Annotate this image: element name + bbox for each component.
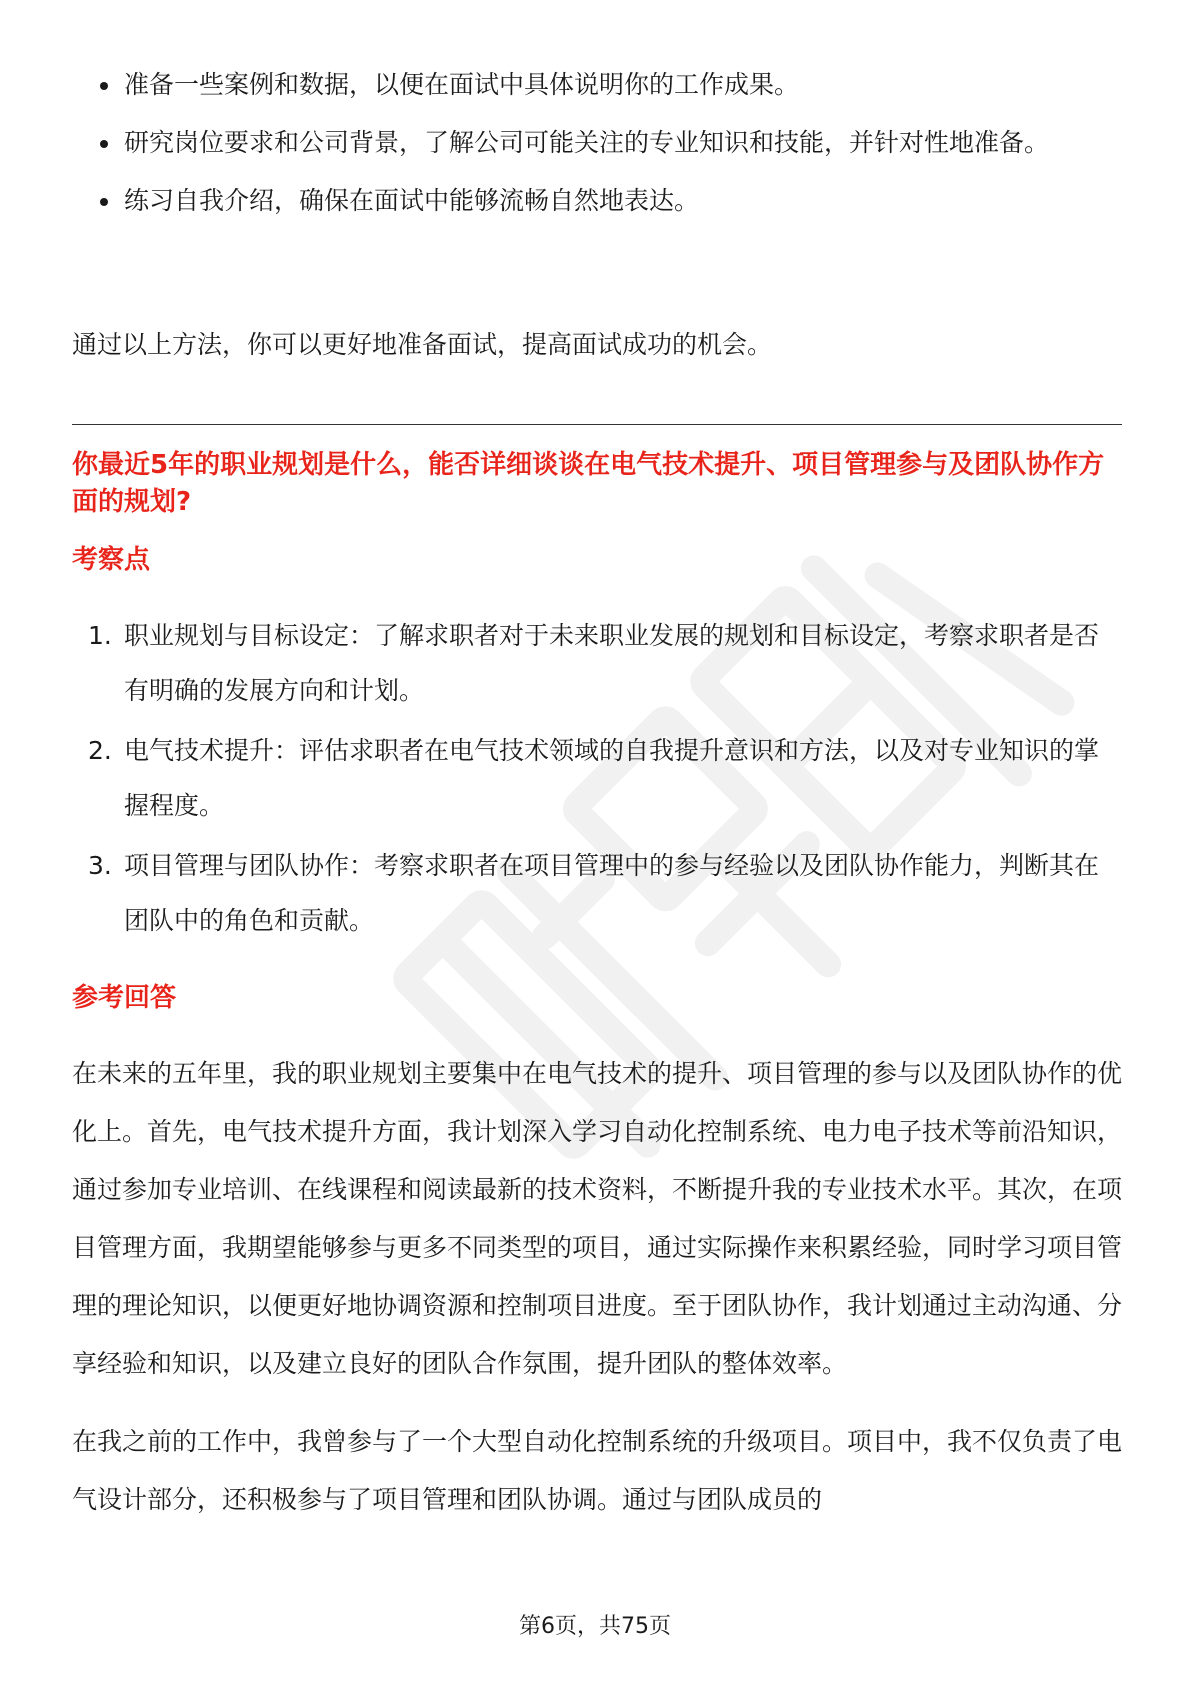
section-title-points: 考察点 <box>72 545 151 575</box>
list-item-text: 练习自我介绍，确保在面试中能够流畅自然地表达。 <box>124 186 700 215</box>
summary-text: 通过以上方法，你可以更好地准备面试，提高面试成功的机会。 <box>72 330 773 359</box>
list-item-text: 准备一些案例和数据，以便在面试中具体说明你的工作成果。 <box>124 70 800 99</box>
bullet-icon <box>100 82 108 90</box>
bullet-icon <box>100 140 108 148</box>
list-item-text: 电气技术提升：评估求职者在电气技术领域的自我提升意识和方法，以及对专业知识的掌握程度。 <box>124 736 1100 820</box>
section-divider <box>72 424 1122 425</box>
list-item-text: 研究岗位要求和公司背景，了解公司可能关注的专业知识和技能，并针对性地准备。 <box>124 128 1050 157</box>
list-item <box>72 608 1122 718</box>
section-title-answer: 参考回答 <box>72 983 177 1013</box>
page-number: 第6页，共75页 <box>519 1614 671 1639</box>
answer-paragraph: 在我之前的工作中，我曾参与了一个大型自动化控制系统的升级项目。项目中，我不仅负责了电气设计部分，还积极参与了项目管理和团队协调。通过与团队成员的 <box>72 1427 1123 1514</box>
list-item <box>72 58 1122 112</box>
summary-block <box>72 318 1122 372</box>
list-item-text: 职业规划与目标设定：了解求职者对于未来职业发展的规划和目标设定，考察求职者是否有明确的发展方向和计划。 <box>124 621 1100 705</box>
list-item <box>72 116 1122 170</box>
answer-paragraph: 在未来的五年里，我的职业规划主要集中在电气技术的提升、项目管理的参与以及团队协作的优化上。首先，电气技术提升方面，我计划深入学习自动化控制系统、电力电子技术等前沿知识，通过参加专业培训、在线课程和阅读最新的技术资料，不断提升我的专业技术水平。其次，在项目管理方面，我期望能够参与更多不同类型的项目，通过实际操作来积累经验，同时学习项目管理的理论知识，以便更好地协调资源和控制项目进度。至于团队协作，我计划通过主动沟通、分享经验和知识，以及建立良好的团队合作氛围，提升团队的整体效率。 <box>72 1059 1123 1378</box>
list-item <box>72 174 1122 228</box>
list-number: 1. <box>88 621 112 650</box>
document-page <box>72 0 1122 1684</box>
list-item <box>72 838 1122 948</box>
list-item-text: 项目管理与团队协作：考察求职者在项目管理中的参与经验以及团队协作能力，判断其在团队中的角色和贡献。 <box>124 851 1100 935</box>
list-number: 2. <box>88 736 112 765</box>
evaluation-points-list <box>72 608 1122 953</box>
tips-list <box>72 58 1122 232</box>
list-item <box>72 723 1122 833</box>
list-number: 3. <box>88 851 112 880</box>
bullet-icon <box>100 198 108 206</box>
answer-block <box>72 1045 1122 1549</box>
question-heading: 你最近5年的职业规划是什么，能否详细谈谈在电气技术提升、项目管理参与及团队协作方面的规划? <box>72 450 1105 517</box>
